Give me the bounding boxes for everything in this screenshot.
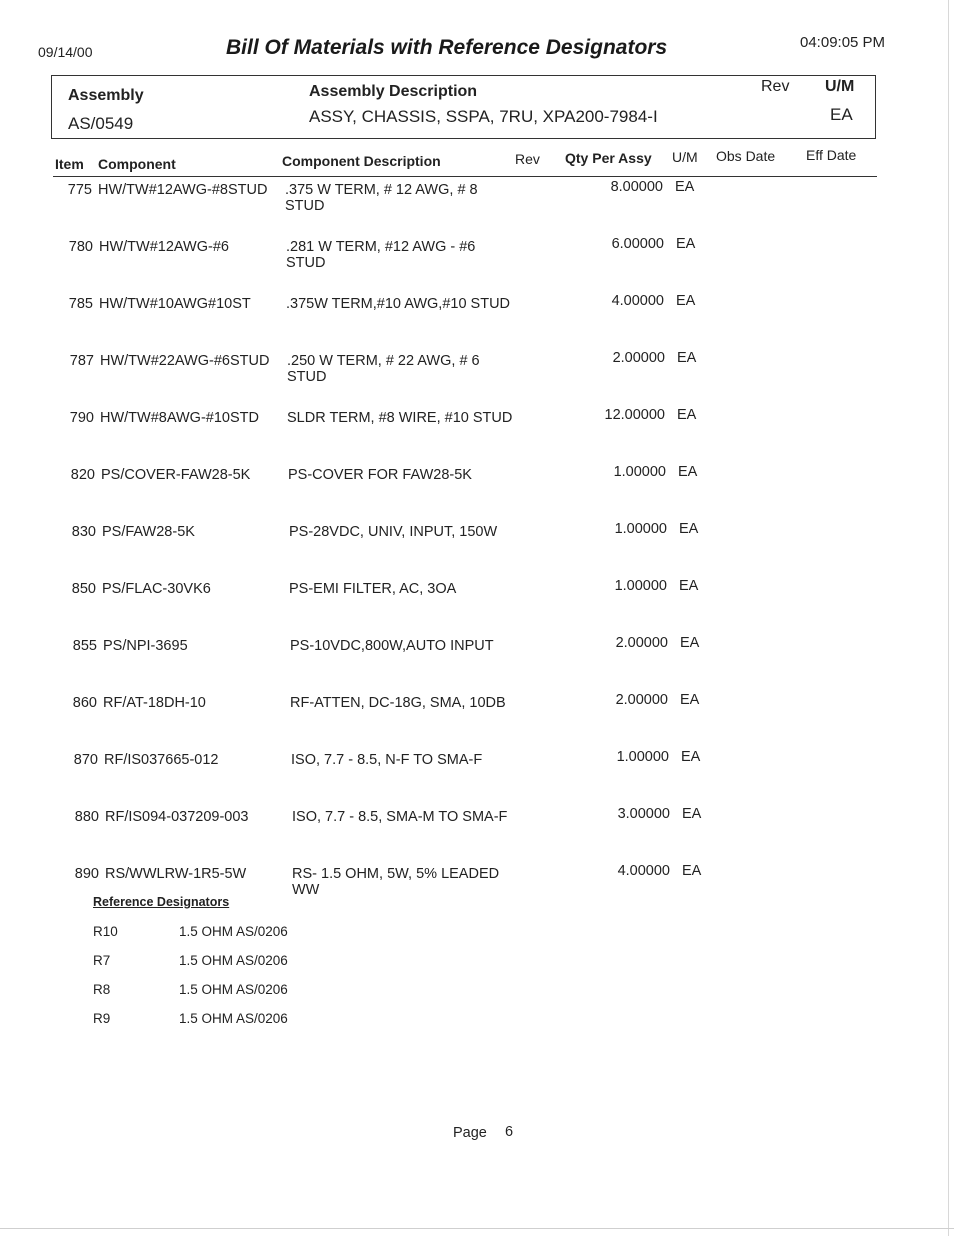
component-code: HW/TW#10AWG#10ST xyxy=(99,296,251,312)
component-code: PS/NPI-3695 xyxy=(103,638,188,654)
qty-per-assy: 8.00000 xyxy=(610,179,663,195)
item-number: 890 xyxy=(74,866,99,882)
qty-per-assy: 6.00000 xyxy=(611,236,664,252)
assembly-um-label: U/M xyxy=(825,78,855,95)
component-description: SLDR TERM, #8 WIRE, #10 STUD xyxy=(287,410,513,426)
component-description: .250 W TERM, # 22 AWG, # 6 STUD xyxy=(287,353,480,385)
unit-of-measure: EA xyxy=(680,692,700,708)
item-number: 855 xyxy=(72,638,97,654)
item-number: 880 xyxy=(74,809,99,825)
component-code: RF/AT-18DH-10 xyxy=(103,695,206,711)
component-code: PS/COVER-FAW28-5K xyxy=(101,467,251,483)
col-item-header: Item xyxy=(55,156,84,172)
component-description: PS-28VDC, UNIV, INPUT, 150W xyxy=(289,524,498,540)
component-code: PS/FLAC-30VK6 xyxy=(102,581,211,597)
reference-designator-row xyxy=(0,924,954,948)
unit-of-measure: EA xyxy=(676,293,696,309)
designator: R10 xyxy=(93,924,118,939)
component-code: RF/IS094-037209-003 xyxy=(105,809,249,825)
qty-per-assy: 4.00000 xyxy=(611,293,664,309)
report-date: 09/14/00 xyxy=(38,44,93,60)
designator-value: 1.5 OHM AS/0206 xyxy=(179,953,288,968)
component-description: .281 W TERM, #12 AWG - #6 STUD xyxy=(286,239,476,271)
assembly-description-label: Assembly Description xyxy=(309,83,478,100)
unit-of-measure: EA xyxy=(675,179,695,195)
unit-of-measure: EA xyxy=(682,863,702,879)
component-code: RS/WWLRW-1R5-5W xyxy=(105,866,247,882)
page-number: 6 xyxy=(505,1124,514,1140)
component-description: RS- 1.5 OHM, 5W, 5% LEADED WW xyxy=(292,866,500,898)
table-row xyxy=(0,293,954,353)
component-code: RF/IS037665-012 xyxy=(104,752,219,768)
unit-of-measure: EA xyxy=(682,806,702,822)
col-qty-header: Qty Per Assy xyxy=(565,150,652,166)
qty-per-assy: 1.00000 xyxy=(614,521,667,537)
table-row xyxy=(0,692,954,752)
unit-of-measure: EA xyxy=(680,635,700,651)
qty-per-assy: 1.00000 xyxy=(616,749,669,765)
reference-designators-label: Reference Designators xyxy=(93,895,230,909)
unit-of-measure: EA xyxy=(679,578,699,594)
unit-of-measure: EA xyxy=(677,407,697,423)
component-description: PS-COVER FOR FAW28-5K xyxy=(288,467,472,483)
component-description: PS-10VDC,800W,AUTO INPUT xyxy=(290,638,494,654)
item-number: 787 xyxy=(69,353,94,369)
col-um-header: U/M xyxy=(672,149,698,165)
designator: R9 xyxy=(93,1011,111,1026)
item-number: 870 xyxy=(73,752,98,768)
item-number: 785 xyxy=(68,296,93,312)
table-row xyxy=(0,635,954,695)
item-number: 820 xyxy=(70,467,95,483)
qty-per-assy: 12.00000 xyxy=(604,407,665,423)
table-row xyxy=(0,806,954,866)
item-number: 830 xyxy=(71,524,96,540)
assembly-um-value: EA xyxy=(830,105,853,124)
reference-designator-row xyxy=(0,1011,954,1035)
item-number: 850 xyxy=(71,581,96,597)
table-row xyxy=(0,578,954,638)
table-row xyxy=(0,179,954,239)
qty-per-assy: 2.00000 xyxy=(615,635,668,651)
report-title: Bill Of Materials with Reference Designators xyxy=(226,36,668,59)
component-description: .375W TERM,#10 AWG,#10 STUD xyxy=(286,296,511,312)
component-description: .375 W TERM, # 12 AWG, # 8 STUD xyxy=(285,182,478,214)
qty-per-assy: 2.00000 xyxy=(612,350,665,366)
qty-per-assy: 2.00000 xyxy=(615,692,668,708)
item-number: 780 xyxy=(68,239,93,255)
scan-bottom-edge xyxy=(0,1228,954,1229)
qty-per-assy: 1.00000 xyxy=(614,578,667,594)
report-time: 04:09:05 PM xyxy=(800,34,886,51)
component-code: HW/TW#12AWG-#6 xyxy=(99,239,229,255)
assembly-rev-label: Rev xyxy=(761,78,790,95)
assembly-value: AS/0549 xyxy=(68,114,134,133)
col-eff-date-header: Eff Date xyxy=(806,147,857,163)
table-row xyxy=(0,407,954,467)
designator-value: 1.5 OHM AS/0206 xyxy=(179,924,288,939)
assembly-description-value: ASSY, CHASSIS, SSPA, 7RU, XPA200-7984-I xyxy=(309,107,658,126)
col-rev-header: Rev xyxy=(515,151,540,167)
designator: R7 xyxy=(93,953,111,968)
item-number: 860 xyxy=(72,695,97,711)
component-code: PS/FAW28-5K xyxy=(102,524,195,540)
unit-of-measure: EA xyxy=(676,236,696,252)
qty-per-assy: 4.00000 xyxy=(617,863,670,879)
item-number: 790 xyxy=(69,410,94,426)
item-number: 775 xyxy=(67,182,92,198)
component-description: PS-EMI FILTER, AC, 3OA xyxy=(289,581,457,597)
table-row xyxy=(0,350,954,410)
table-row xyxy=(0,749,954,809)
qty-per-assy: 1.00000 xyxy=(613,464,666,480)
table-row xyxy=(0,464,954,524)
component-description: ISO, 7.7 - 8.5, N-F TO SMA-F xyxy=(291,752,483,768)
unit-of-measure: EA xyxy=(681,749,701,765)
component-code: HW/TW#8AWG-#10STD xyxy=(100,410,259,426)
table-row xyxy=(0,521,954,581)
page-label: Page xyxy=(453,1125,487,1141)
col-component-description-header: Component Description xyxy=(282,153,441,169)
col-component-header: Component xyxy=(98,156,176,172)
assembly-label: Assembly xyxy=(68,87,144,104)
table-row xyxy=(0,236,954,296)
designator: R8 xyxy=(93,982,111,997)
reference-designator-row xyxy=(0,953,954,977)
component-description: RF-ATTEN, DC-18G, SMA, 10DB xyxy=(290,695,506,711)
reference-designator-row xyxy=(0,982,954,1006)
component-code: HW/TW#22AWG-#6STUD xyxy=(100,353,270,369)
designator-value: 1.5 OHM AS/0206 xyxy=(179,982,288,997)
unit-of-measure: EA xyxy=(678,464,698,480)
component-code: HW/TW#12AWG-#8STUD xyxy=(98,182,268,198)
qty-per-assy: 3.00000 xyxy=(617,806,670,822)
unit-of-measure: EA xyxy=(679,521,699,537)
component-description: ISO, 7.7 - 8.5, SMA-M TO SMA-F xyxy=(292,809,508,825)
col-obs-date-header: Obs Date xyxy=(716,148,776,164)
table-header-rule xyxy=(53,176,877,177)
unit-of-measure: EA xyxy=(677,350,697,366)
designator-value: 1.5 OHM AS/0206 xyxy=(179,1011,288,1026)
